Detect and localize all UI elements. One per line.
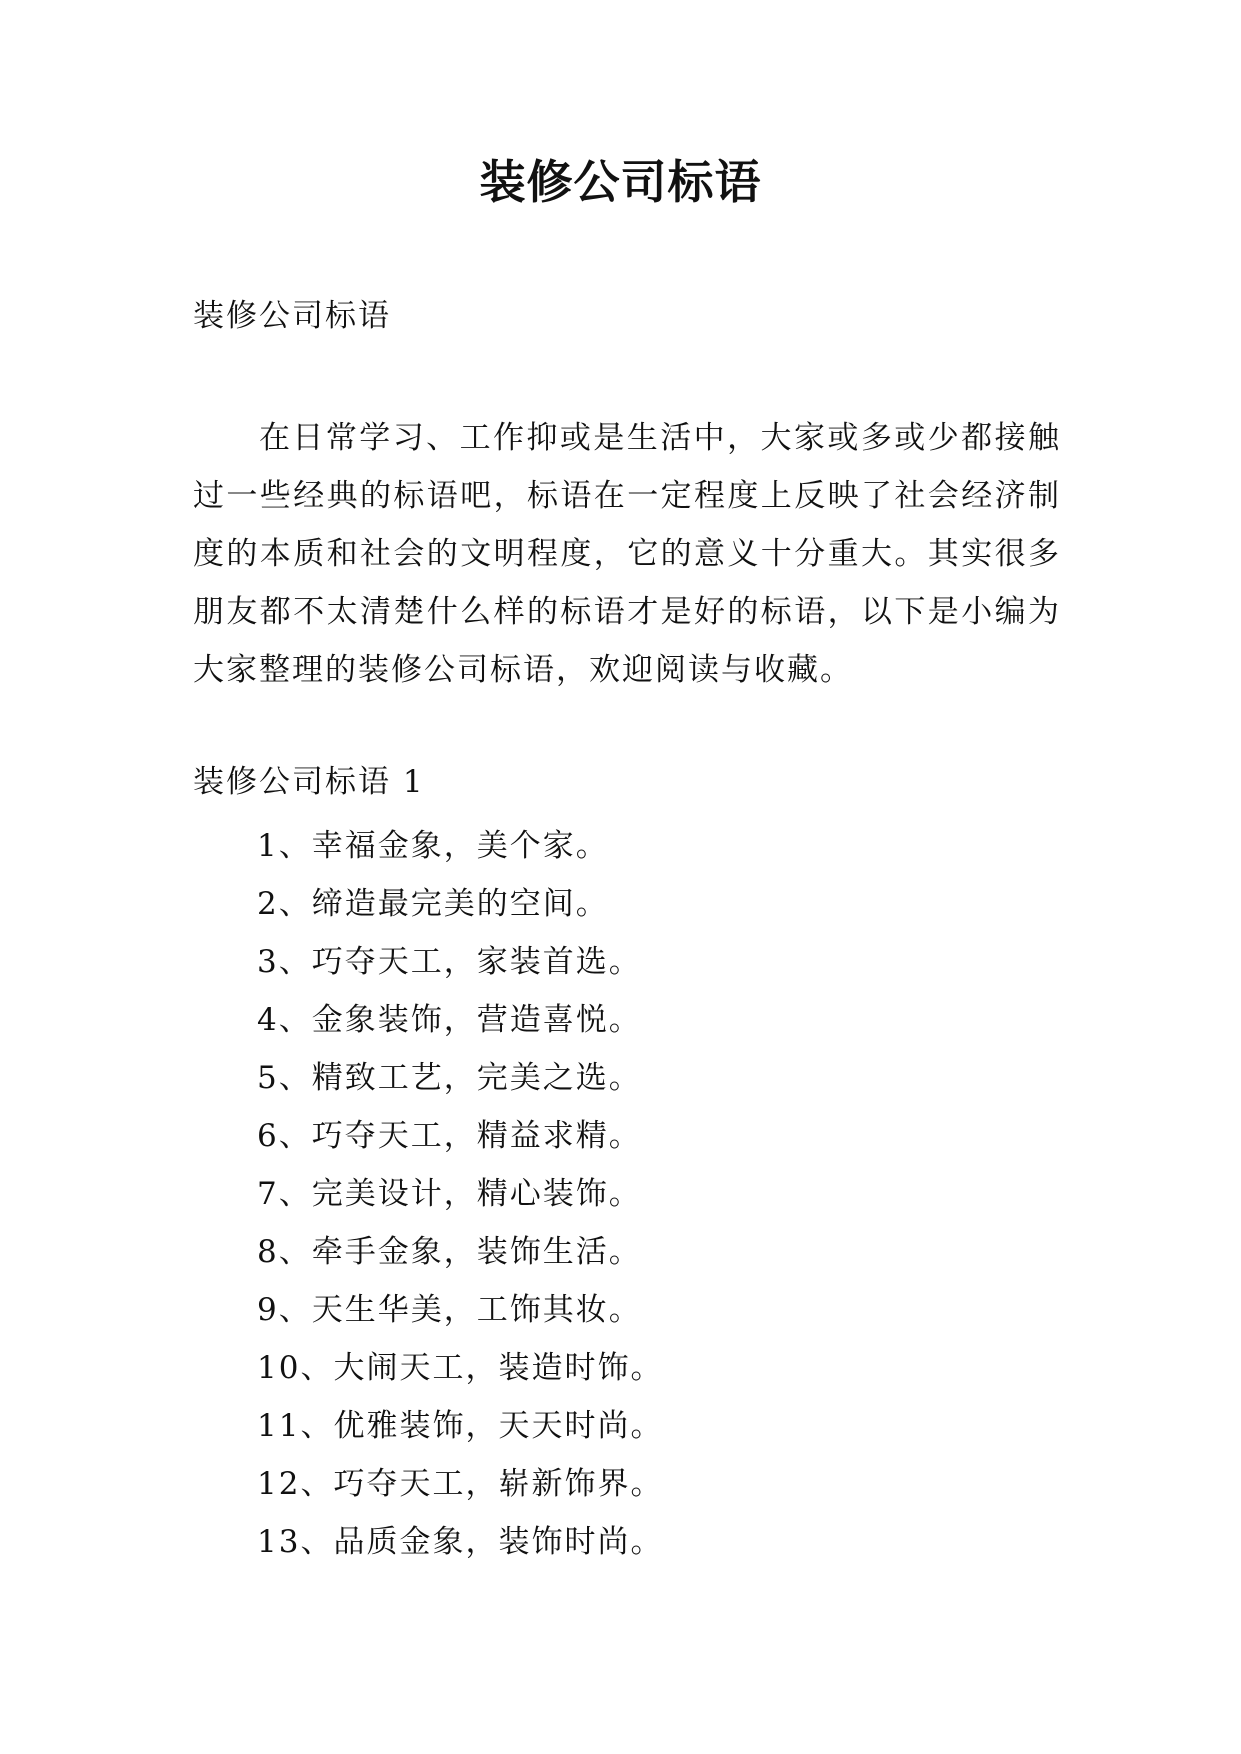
document-title: 装修公司标语 [479,155,762,209]
slogan-item: 1、幸福金象，美个家。 [257,828,609,864]
slogan-item: 10、大闹天工，装造时饰。 [257,1350,664,1386]
slogan-item: 2、缔造最完美的空间。 [257,886,609,922]
slogan-item: 4、金象装饰，营造喜悦。 [257,1002,642,1038]
slogan-item: 12、巧夺天工，崭新饰界。 [257,1466,664,1502]
slogan-item: 8、牵手金象，装饰生活。 [257,1234,642,1270]
slogan-item: 11、优雅装饰，天天时尚。 [257,1408,664,1444]
slogan-item: 9、天生华美，工饰其妆。 [257,1292,642,1328]
slogan-item: 13、品质金象，装饰时尚。 [257,1524,664,1560]
slogan-item: 5、精致工艺，完美之选。 [257,1060,642,1096]
section-heading: 装修公司标语 1 [193,764,425,800]
document-subtitle: 装修公司标语 [193,298,391,334]
slogan-item: 7、完美设计，精心装饰。 [257,1176,642,1212]
slogan-item: 3、巧夺天工，家装首选。 [257,944,642,980]
intro-paragraph: 在日常学习、工作抑或是生活中，大家或多或少都接触过一些经典的标语吧，标语在一定程度上反映了社会经济制度的本质和社会的文明程度，它的意义十分重大。其实很多朋友都不太清楚什么样的标语才是好的标语，以下是小编为大家整理的装修公司标语，欢迎阅读与收藏。 [193,420,1061,688]
slogan-list [257,817,663,1571]
slogan-item: 6、巧夺天工，精益求精。 [257,1118,642,1154]
